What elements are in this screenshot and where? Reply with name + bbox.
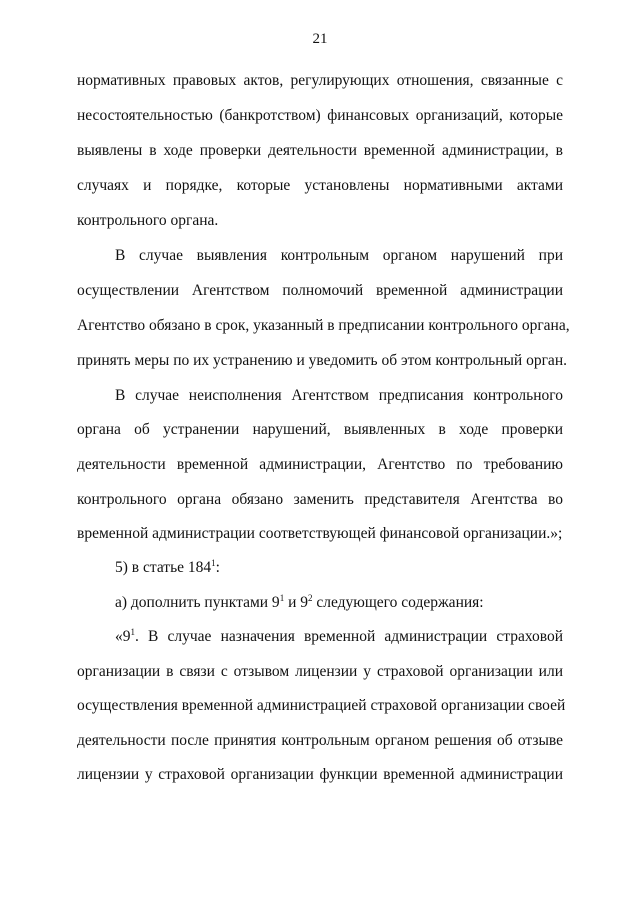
clause-9-1-line-4: деятельности после принятия контрольным органом решения об отзыве	[77, 732, 563, 749]
paragraph-1-line-1: нормативных правовых актов, регулирующих отношения, связанные с	[77, 72, 563, 89]
paragraph-1-line-2: несостоятельностью (банкротством) финансовых организаций, которые	[77, 107, 563, 124]
paragraph-2-line-4: принять меры по их устранению и уведомить об этом контрольный орган.	[77, 352, 567, 369]
paragraph-2-line-3: Агентство обязано в срок, указанный в предписании контрольного органа,	[77, 317, 570, 334]
paragraph-2-line-1: В случае выявления контрольным органом нарушений при	[115, 247, 563, 264]
clause-9-1-line-1: «$9^1$. В случае назначения временной администрации страховой	[115, 627, 563, 645]
clause-9-1-line-5: лицензии у страховой организации функции временной администрации	[77, 766, 563, 783]
clause-9-1-line-3: осуществления временной администрацией страховой организации своей	[77, 697, 566, 714]
paragraph-3-line-1: В случае неисполнения Агентством предписания контрольного	[115, 387, 563, 404]
amendment-subitem-a: а) дополнить пунктами $9^1$ и $9^2$ следующего содержания:	[115, 593, 484, 611]
paragraph-1-line-3: выявлены в ходе проверки деятельности временной администрации, в	[77, 142, 563, 159]
paragraph-3-line-3: деятельности временной администрации, Агентство по требованию	[77, 456, 563, 473]
amendment-item-5: 5) в статье $184^1$:	[115, 558, 220, 576]
paragraph-3-line-4: контрольного органа обязано заменить представителя Агентства во	[77, 491, 563, 508]
paragraph-3-line-2: органа об устранении нарушений, выявленных в ходе проверки	[77, 421, 563, 438]
paragraph-3-line-5: временной администрации соответствующей финансовой организации.»;	[77, 525, 563, 542]
paragraph-1-line-4: случаях и порядке, которые установлены нормативными актами	[77, 177, 563, 194]
paragraph-1-line-5: контрольного органа.	[77, 212, 219, 229]
paragraph-2-line-2: осуществлении Агентством полномочий временной администрации	[77, 282, 563, 299]
clause-9-1-line-2: организации в связи с отзывом лицензии у страховой организации или	[77, 663, 563, 680]
page-number: 21	[312, 31, 328, 47]
